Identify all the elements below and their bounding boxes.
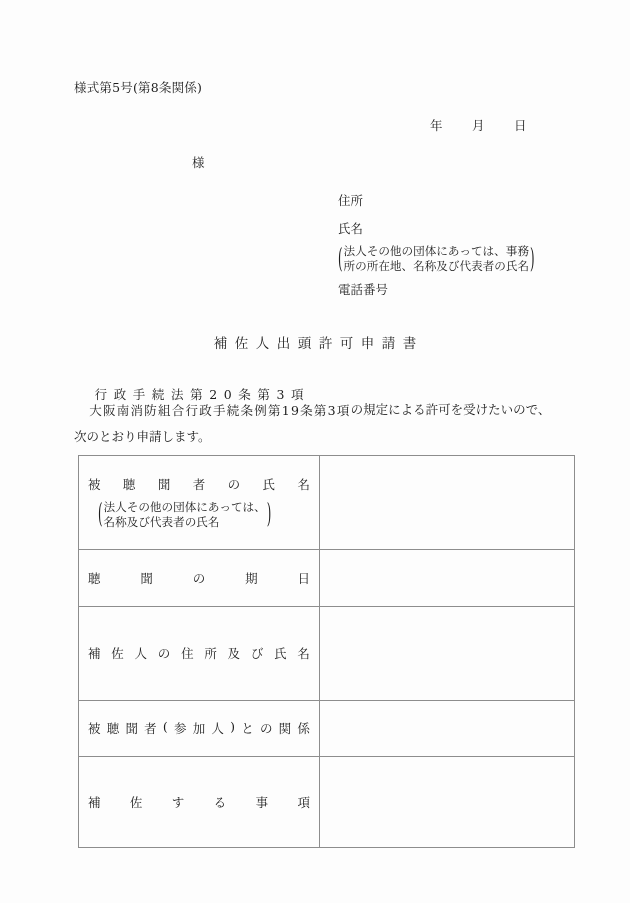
row-label-relationship: 被 聴 聞 者 ( 参 加 人 ) と の 関 係 bbox=[88, 719, 310, 736]
applicant-name-label: 氏名 bbox=[338, 221, 364, 236]
row-label-cell bbox=[79, 607, 320, 701]
row-value-cell-subject-name[interactable] bbox=[320, 456, 575, 550]
row-value-cell-assistance-matters[interactable] bbox=[320, 757, 575, 848]
paren-close-icon: ) bbox=[266, 496, 272, 530]
table-row bbox=[79, 701, 575, 757]
date-year-label: 年 bbox=[430, 118, 443, 133]
document-title: 補佐人出頭許可申請書 bbox=[213, 336, 424, 352]
date-month-label: 月 bbox=[472, 118, 485, 133]
application-table-body bbox=[79, 456, 575, 848]
table-row bbox=[79, 757, 575, 848]
table-row bbox=[79, 456, 575, 550]
row-value-cell-assistant-address-name[interactable] bbox=[320, 607, 575, 701]
body-closing: 次のとおり申請します。 bbox=[74, 429, 211, 444]
citation-tail: の規定による許可を受けたいので、 bbox=[350, 402, 551, 417]
date-day-label: 日 bbox=[514, 118, 527, 133]
paren-open-icon: ( bbox=[98, 496, 103, 530]
row-note-line-1: 法人その他の団体にあっては、 bbox=[103, 499, 266, 514]
row-label-assistance-matters: 補 佐 す る 事 項 bbox=[88, 794, 310, 810]
applicant-phone-label: 電話番号 bbox=[338, 282, 389, 297]
paren-close-icon: ) bbox=[530, 241, 535, 275]
citation-row bbox=[74, 387, 564, 419]
date-line bbox=[430, 116, 527, 134]
table-row bbox=[79, 607, 575, 701]
citation-stack bbox=[74, 387, 351, 419]
body-paragraph bbox=[74, 387, 564, 445]
row-label-cell bbox=[79, 456, 320, 550]
form-number: 様式第5号(第8条関係) bbox=[74, 80, 203, 95]
row-label-subject-name: 被 聴 聞 者 の 氏 名 bbox=[88, 476, 310, 492]
application-table bbox=[78, 455, 575, 848]
row-value-cell-relationship[interactable] bbox=[320, 701, 575, 757]
applicant-address-label: 住所 bbox=[338, 193, 364, 208]
row-value-cell-hearing-date[interactable] bbox=[320, 550, 575, 607]
paren-open-icon: ( bbox=[338, 241, 343, 275]
applicant-block bbox=[338, 187, 535, 304]
applicant-note-line-1: 法人その他の団体にあっては、事務 bbox=[343, 244, 529, 258]
citation-law: 行政手続法第20条第3項 bbox=[94, 387, 311, 402]
row-label-assistant-address-name: 補 佐 人 の 住 所 及 び 氏 名 bbox=[88, 646, 310, 661]
citation-ordinance: 大阪南消防組合行政手続条例第19条第3項 bbox=[89, 403, 351, 418]
row-label-cell bbox=[79, 550, 320, 607]
row-note-line-2: 名称及び代表者の氏名 bbox=[103, 514, 220, 529]
row-label-cell bbox=[79, 701, 320, 757]
applicant-corporate-note bbox=[338, 241, 535, 275]
table-row bbox=[79, 550, 575, 607]
row-label-cell bbox=[79, 757, 320, 848]
row-note-corporate bbox=[98, 496, 310, 530]
addressee-suffix: 様 bbox=[192, 155, 205, 170]
applicant-note-line-2: 所の所在地、名称及び代表者の氏名 bbox=[343, 259, 530, 273]
row-label-hearing-date: 聴 聞 の 期 日 bbox=[88, 570, 310, 586]
